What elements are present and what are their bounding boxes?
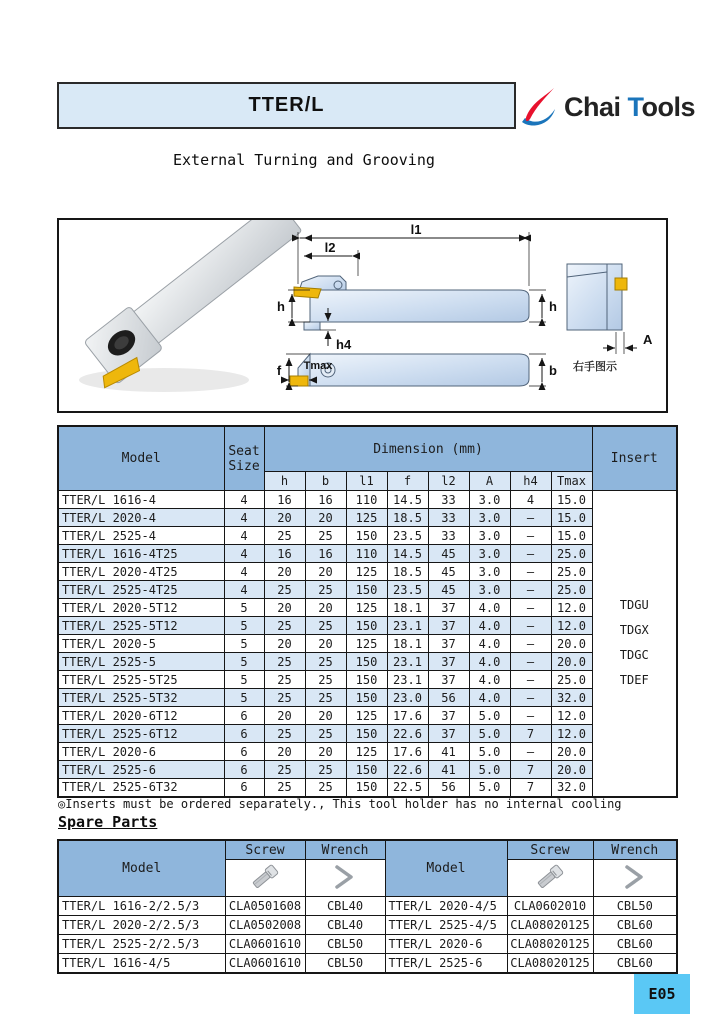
hand-orientation-note: 右手图示 bbox=[573, 361, 617, 373]
dim-label-h4: h4 bbox=[336, 337, 352, 352]
code-cell: CLA0602010 bbox=[507, 897, 593, 916]
value-cell: 20 bbox=[305, 509, 346, 527]
value-cell: — bbox=[510, 581, 551, 599]
code-cell: CBL60 bbox=[593, 954, 677, 973]
spare-table-row bbox=[58, 916, 677, 935]
dim-label-l2: l2 bbox=[324, 240, 336, 255]
value-cell: 20.0 bbox=[551, 653, 592, 671]
dim-table-row bbox=[58, 509, 677, 527]
model-cell: TTER/L 2525-6T32 bbox=[58, 779, 224, 797]
value-cell: 25.0 bbox=[551, 581, 592, 599]
value-cell: 32.0 bbox=[551, 689, 592, 707]
code-cell: CLA0601610 bbox=[225, 935, 305, 954]
value-cell: 33 bbox=[428, 509, 469, 527]
value-cell: — bbox=[510, 671, 551, 689]
dim-subheader-cell: h4 bbox=[510, 472, 551, 491]
value-cell: 37 bbox=[428, 635, 469, 653]
value-cell: 5.0 bbox=[469, 761, 510, 779]
value-cell: 4.0 bbox=[469, 635, 510, 653]
dim-subheader-cell: Tmax bbox=[551, 472, 592, 491]
dim-label-b: b bbox=[549, 363, 557, 378]
value-cell: 150 bbox=[346, 671, 387, 689]
code-cell: CLA0601610 bbox=[225, 954, 305, 973]
code-cell: CLA08020125 bbox=[507, 935, 593, 954]
value-cell: 4.0 bbox=[469, 689, 510, 707]
value-cell: 25 bbox=[305, 725, 346, 743]
value-cell: 125 bbox=[346, 743, 387, 761]
dim-table-row bbox=[58, 743, 677, 761]
value-cell: 12.0 bbox=[551, 617, 592, 635]
model-cell: TTER/L 2525-5T25 bbox=[58, 671, 224, 689]
value-cell: 4 bbox=[224, 509, 264, 527]
value-cell: 20 bbox=[305, 707, 346, 725]
value-cell: 3.0 bbox=[469, 527, 510, 545]
value-cell: 25 bbox=[264, 653, 305, 671]
value-cell: 110 bbox=[346, 491, 387, 509]
value-cell: 25 bbox=[264, 581, 305, 599]
value-cell: 125 bbox=[346, 707, 387, 725]
dim-label-f: f bbox=[276, 363, 282, 378]
dim-table-row bbox=[58, 491, 677, 509]
value-cell: 125 bbox=[346, 509, 387, 527]
model-cell: TTER/L 2020-5 bbox=[58, 635, 224, 653]
model-cell: TTER/L 2525-4 bbox=[58, 527, 224, 545]
logo-t: T bbox=[627, 91, 642, 122]
page-title: TTER/L bbox=[248, 94, 325, 116]
dim-label-h-right: h bbox=[549, 299, 557, 314]
value-cell: 25 bbox=[305, 581, 346, 599]
spare-table-row bbox=[58, 897, 677, 916]
value-cell: 25 bbox=[264, 689, 305, 707]
value-cell: 25.0 bbox=[551, 671, 592, 689]
value-cell: 18.1 bbox=[387, 599, 428, 617]
value-cell: 37 bbox=[428, 599, 469, 617]
spare-table-row bbox=[58, 935, 677, 954]
value-cell: — bbox=[510, 545, 551, 563]
dim-subheader-cell: A bbox=[469, 472, 510, 491]
value-cell: 25 bbox=[305, 653, 346, 671]
dim-table-row bbox=[58, 707, 677, 725]
model-cell: TTER/L 2525-6 bbox=[385, 954, 507, 973]
spare-col-screw-left: Screw bbox=[225, 840, 305, 860]
value-cell: 20 bbox=[305, 743, 346, 761]
value-cell: 16 bbox=[264, 491, 305, 509]
value-cell: 23.1 bbox=[387, 617, 428, 635]
value-cell: — bbox=[510, 617, 551, 635]
value-cell: 4.0 bbox=[469, 671, 510, 689]
value-cell: 25 bbox=[264, 779, 305, 797]
dim-table-body bbox=[58, 491, 677, 797]
code-cell: CLA0501608 bbox=[225, 897, 305, 916]
value-cell: 14.5 bbox=[387, 545, 428, 563]
value-cell: 20 bbox=[264, 635, 305, 653]
value-cell: 22.5 bbox=[387, 779, 428, 797]
col-header-insert: Insert bbox=[592, 426, 677, 491]
value-cell: 20 bbox=[305, 599, 346, 617]
value-cell: 12.0 bbox=[551, 707, 592, 725]
model-cell: TTER/L 2525-2/2.5/3 bbox=[58, 935, 225, 954]
value-cell: 23.5 bbox=[387, 581, 428, 599]
insert-top-view bbox=[294, 287, 321, 298]
dim-label-l1: l1 bbox=[410, 222, 422, 237]
dim-table-row bbox=[58, 779, 677, 797]
value-cell: — bbox=[510, 527, 551, 545]
product-title-box bbox=[57, 82, 516, 129]
code-cell: CBL40 bbox=[305, 916, 385, 935]
value-cell: 23.1 bbox=[387, 671, 428, 689]
value-cell: 20 bbox=[264, 563, 305, 581]
model-cell: TTER/L 1616-4/5 bbox=[58, 954, 225, 973]
value-cell: — bbox=[510, 743, 551, 761]
value-cell: 32.0 bbox=[551, 779, 592, 797]
value-cell: 15.0 bbox=[551, 527, 592, 545]
code-cell: CBL40 bbox=[305, 897, 385, 916]
value-cell: 5.0 bbox=[469, 725, 510, 743]
value-cell: 3.0 bbox=[469, 545, 510, 563]
screw-icon bbox=[507, 860, 593, 897]
value-cell: 5.0 bbox=[469, 779, 510, 797]
value-cell: 25 bbox=[264, 617, 305, 635]
value-cell: 150 bbox=[346, 527, 387, 545]
value-cell: 20 bbox=[264, 509, 305, 527]
model-cell: TTER/L 2020-4T25 bbox=[58, 563, 224, 581]
code-cell: CLA08020125 bbox=[507, 954, 593, 973]
value-cell: 37 bbox=[428, 653, 469, 671]
col-header-seat-size: Seat Size bbox=[224, 426, 264, 491]
value-cell: 150 bbox=[346, 653, 387, 671]
page-subtitle: External Turning and Grooving bbox=[173, 151, 435, 169]
brand-logo bbox=[518, 84, 695, 130]
value-cell: 25 bbox=[264, 671, 305, 689]
value-cell: — bbox=[510, 653, 551, 671]
value-cell: 25 bbox=[305, 689, 346, 707]
model-cell: TTER/L 2525-6 bbox=[58, 761, 224, 779]
value-cell: 14.5 bbox=[387, 491, 428, 509]
value-cell: — bbox=[510, 707, 551, 725]
value-cell: 4.0 bbox=[469, 599, 510, 617]
value-cell: 25 bbox=[264, 527, 305, 545]
value-cell: 23.0 bbox=[387, 689, 428, 707]
value-cell: 45 bbox=[428, 545, 469, 563]
value-cell: 150 bbox=[346, 617, 387, 635]
spare-table-row bbox=[58, 954, 677, 973]
value-cell: 25.0 bbox=[551, 563, 592, 581]
value-cell: 22.6 bbox=[387, 725, 428, 743]
model-cell: TTER/L 2525-5 bbox=[58, 653, 224, 671]
value-cell: 25 bbox=[305, 779, 346, 797]
dim-table-row bbox=[58, 563, 677, 581]
dim-table-row bbox=[58, 545, 677, 563]
value-cell: 125 bbox=[346, 563, 387, 581]
value-cell: 6 bbox=[224, 725, 264, 743]
value-cell: 4 bbox=[224, 581, 264, 599]
value-cell: 20 bbox=[264, 707, 305, 725]
dim-table-row bbox=[58, 653, 677, 671]
spare-col-model-right: Model bbox=[385, 840, 507, 897]
value-cell: 37 bbox=[428, 617, 469, 635]
value-cell: 110 bbox=[346, 545, 387, 563]
value-cell: 6 bbox=[224, 779, 264, 797]
dim-label-a: A bbox=[643, 332, 653, 347]
brand-logo-icon bbox=[518, 85, 562, 129]
model-cell: TTER/L 2525-6T12 bbox=[58, 725, 224, 743]
model-cell: TTER/L 2020-6T12 bbox=[58, 707, 224, 725]
dim-label-h-left: h bbox=[277, 299, 285, 314]
dim-subheader-cell: l2 bbox=[428, 472, 469, 491]
spare-col-screw-right: Screw bbox=[507, 840, 593, 860]
value-cell: 3.0 bbox=[469, 581, 510, 599]
value-cell: 17.6 bbox=[387, 707, 428, 725]
code-cell: CBL60 bbox=[593, 935, 677, 954]
dim-table-row bbox=[58, 527, 677, 545]
value-cell: 4 bbox=[224, 563, 264, 581]
logo-ools: ools bbox=[641, 91, 696, 122]
value-cell: 4 bbox=[224, 527, 264, 545]
model-cell: TTER/L 2020-5T12 bbox=[58, 599, 224, 617]
value-cell: 20 bbox=[305, 563, 346, 581]
value-cell: 6 bbox=[224, 743, 264, 761]
value-cell: 7 bbox=[510, 725, 551, 743]
value-cell: 6 bbox=[224, 761, 264, 779]
value-cell: 25.0 bbox=[551, 545, 592, 563]
value-cell: 25 bbox=[305, 527, 346, 545]
value-cell: 41 bbox=[428, 743, 469, 761]
value-cell: 20 bbox=[305, 635, 346, 653]
value-cell: 20.0 bbox=[551, 635, 592, 653]
model-cell: TTER/L 1616-4 bbox=[58, 491, 224, 509]
value-cell: 15.0 bbox=[551, 509, 592, 527]
dim-subheader-cell: h bbox=[264, 472, 305, 491]
value-cell: 23.1 bbox=[387, 653, 428, 671]
value-cell: 5 bbox=[224, 671, 264, 689]
value-cell: 5.0 bbox=[469, 743, 510, 761]
value-cell: 41 bbox=[428, 761, 469, 779]
code-cell: CBL50 bbox=[593, 897, 677, 916]
value-cell: 25 bbox=[305, 617, 346, 635]
model-cell: TTER/L 1616-2/2.5/3 bbox=[58, 897, 225, 916]
dim-table-row bbox=[58, 689, 677, 707]
value-cell: 33 bbox=[428, 491, 469, 509]
value-cell: — bbox=[510, 635, 551, 653]
value-cell: 4.0 bbox=[469, 653, 510, 671]
value-cell: 37 bbox=[428, 671, 469, 689]
spare-parts-title: Spare Parts bbox=[58, 813, 158, 831]
model-cell: TTER/L 2020-4/5 bbox=[385, 897, 507, 916]
value-cell: 150 bbox=[346, 581, 387, 599]
value-cell: 150 bbox=[346, 689, 387, 707]
dim-subheader-cell: b bbox=[305, 472, 346, 491]
page-number-badge: E05 bbox=[634, 974, 690, 1014]
model-cell: TTER/L 2525-4T25 bbox=[58, 581, 224, 599]
insert-bottom-view bbox=[290, 376, 308, 386]
code-cell: CBL50 bbox=[305, 935, 385, 954]
value-cell: 4 bbox=[510, 491, 551, 509]
spare-col-wrench-right: Wrench bbox=[593, 840, 677, 860]
value-cell: 18.5 bbox=[387, 509, 428, 527]
spare-col-wrench-left: Wrench bbox=[305, 840, 385, 860]
value-cell: 25 bbox=[305, 761, 346, 779]
insert-footnote: ◎Inserts must be ordered separately., This tool holder has no internal cooling bbox=[58, 797, 622, 811]
model-cell: TTER/L 2020-6 bbox=[58, 743, 224, 761]
value-cell: — bbox=[510, 509, 551, 527]
value-cell: 125 bbox=[346, 635, 387, 653]
code-cell: CLA0502008 bbox=[225, 916, 305, 935]
wrench-icon bbox=[593, 860, 677, 897]
model-cell: TTER/L 2525-4/5 bbox=[385, 916, 507, 935]
value-cell: 18.5 bbox=[387, 563, 428, 581]
value-cell: 25 bbox=[264, 761, 305, 779]
value-cell: 20.0 bbox=[551, 761, 592, 779]
spare-table-body bbox=[58, 897, 677, 973]
value-cell: 5 bbox=[224, 599, 264, 617]
code-cell: CBL60 bbox=[593, 916, 677, 935]
value-cell: 150 bbox=[346, 725, 387, 743]
value-cell: 20 bbox=[264, 743, 305, 761]
value-cell: 7 bbox=[510, 761, 551, 779]
value-cell: 150 bbox=[346, 779, 387, 797]
value-cell: 25 bbox=[264, 725, 305, 743]
dim-table-row bbox=[58, 635, 677, 653]
brand-logo-text bbox=[564, 92, 695, 123]
value-cell: 3.0 bbox=[469, 563, 510, 581]
col-header-dimension: Dimension (mm) bbox=[264, 426, 592, 472]
code-cell: CBL50 bbox=[305, 954, 385, 973]
value-cell: 5 bbox=[224, 635, 264, 653]
dim-table-row bbox=[58, 725, 677, 743]
value-cell: 3.0 bbox=[469, 509, 510, 527]
value-cell: — bbox=[510, 599, 551, 617]
value-cell: 56 bbox=[428, 779, 469, 797]
insert-end-view bbox=[615, 278, 627, 290]
col-header-model: Model bbox=[58, 426, 224, 491]
value-cell: 4 bbox=[224, 491, 264, 509]
model-cell: TTER/L 2020-4 bbox=[58, 509, 224, 527]
value-cell: 5 bbox=[224, 653, 264, 671]
model-cell: TTER/L 2525-5T12 bbox=[58, 617, 224, 635]
model-cell: TTER/L 2525-5T32 bbox=[58, 689, 224, 707]
screw-icon bbox=[225, 860, 305, 897]
dim-subheader-cell: l1 bbox=[346, 472, 387, 491]
value-cell: 6 bbox=[224, 707, 264, 725]
insert-types-cell bbox=[592, 491, 677, 797]
value-cell: 45 bbox=[428, 581, 469, 599]
insert-type: TDGU bbox=[619, 598, 649, 613]
value-cell: 16 bbox=[305, 545, 346, 563]
dim-table-row bbox=[58, 761, 677, 779]
value-cell: 4 bbox=[224, 545, 264, 563]
value-cell: 4.0 bbox=[469, 617, 510, 635]
value-cell: 5.0 bbox=[469, 707, 510, 725]
value-cell: 20 bbox=[264, 599, 305, 617]
side-views bbox=[277, 222, 557, 386]
dim-label-tmax: Tmax bbox=[303, 360, 333, 372]
value-cell: 20.0 bbox=[551, 743, 592, 761]
model-cell: TTER/L 1616-4T25 bbox=[58, 545, 224, 563]
technical-drawing-panel bbox=[57, 218, 668, 413]
logo-chai: Chai bbox=[564, 91, 621, 122]
value-cell: 56 bbox=[428, 689, 469, 707]
dim-table-row bbox=[58, 671, 677, 689]
tool-photo bbox=[74, 220, 308, 394]
value-cell: 33 bbox=[428, 527, 469, 545]
dimension-table bbox=[57, 425, 678, 798]
value-cell: 37 bbox=[428, 725, 469, 743]
value-cell: 23.5 bbox=[387, 527, 428, 545]
value-cell: 45 bbox=[428, 563, 469, 581]
value-cell: 22.6 bbox=[387, 761, 428, 779]
spare-col-model-left: Model bbox=[58, 840, 225, 897]
code-cell: CLA08020125 bbox=[507, 916, 593, 935]
value-cell: — bbox=[510, 563, 551, 581]
value-cell: 5 bbox=[224, 689, 264, 707]
value-cell: 7 bbox=[510, 779, 551, 797]
value-cell: 25 bbox=[305, 671, 346, 689]
value-cell: 15.0 bbox=[551, 491, 592, 509]
dim-table-row bbox=[58, 581, 677, 599]
value-cell: 17.6 bbox=[387, 743, 428, 761]
insert-type: TDGC bbox=[619, 648, 649, 663]
dim-table-row bbox=[58, 599, 677, 617]
spare-parts-table bbox=[57, 839, 678, 974]
value-cell: 16 bbox=[264, 545, 305, 563]
end-view bbox=[567, 264, 653, 373]
value-cell: 18.1 bbox=[387, 635, 428, 653]
value-cell: 5 bbox=[224, 617, 264, 635]
model-cell: TTER/L 2020-2/2.5/3 bbox=[58, 916, 225, 935]
value-cell: 16 bbox=[305, 491, 346, 509]
value-cell: 12.0 bbox=[551, 725, 592, 743]
technical-drawing bbox=[59, 220, 662, 407]
value-cell: 37 bbox=[428, 707, 469, 725]
value-cell: 125 bbox=[346, 599, 387, 617]
wrench-icon bbox=[305, 860, 385, 897]
value-cell: — bbox=[510, 689, 551, 707]
insert-type: TDGX bbox=[619, 623, 649, 638]
value-cell: 3.0 bbox=[469, 491, 510, 509]
model-cell: TTER/L 2020-6 bbox=[385, 935, 507, 954]
dim-subheader-cell: f bbox=[387, 472, 428, 491]
dim-table-row bbox=[58, 617, 677, 635]
value-cell: 12.0 bbox=[551, 599, 592, 617]
value-cell: 150 bbox=[346, 761, 387, 779]
insert-type: TDEF bbox=[619, 673, 649, 688]
